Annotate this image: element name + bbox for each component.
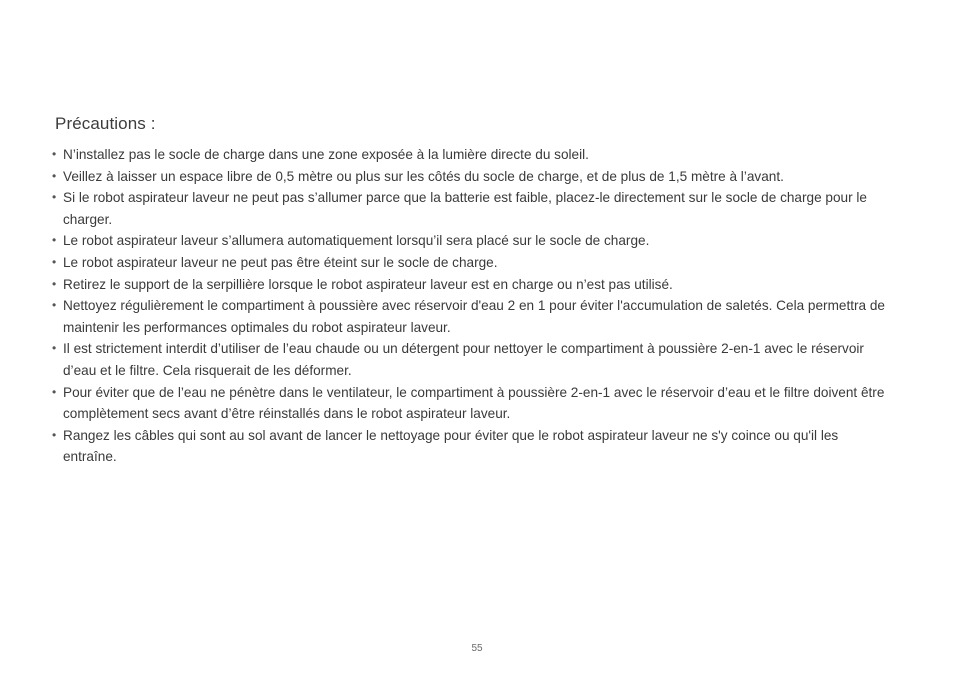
precaution-text: Il est strictement interdit d’utiliser de l’eau chaude ou un détergent pour nettoyer le compartiment à poussière 2-en-1 avec le réservoir d’eau et le filtre. Cela risquerait de les déformer.: [63, 341, 864, 378]
precaution-item: [52, 252, 894, 274]
precaution-text: Si le robot aspirateur laveur ne peut pas s’allumer parce que la batterie est faible, placez-le directement sur le socle de charge pour le charger.: [63, 190, 867, 227]
precaution-item: [52, 295, 894, 338]
bullet-icon: •: [52, 427, 57, 442]
precaution-item: [52, 274, 894, 296]
precaution-item: [52, 338, 894, 381]
precaution-item: [52, 144, 894, 166]
precaution-text: Rangez les câbles qui sont au sol avant de lancer le nettoyage pour éviter que le robot aspirateur laveur ne s'y coince ou qu'il les entraîne.: [63, 427, 839, 465]
bullet-icon: •: [52, 298, 57, 313]
bullet-icon: •: [52, 254, 57, 269]
bullet-icon: •: [52, 168, 57, 183]
precaution-text: Le robot aspirateur laveur s’allumera automatiquement lorsqu’il sera placé sur le socle de charge.: [63, 233, 650, 249]
bullet-icon: •: [52, 341, 57, 356]
page-number: 55: [471, 643, 483, 654]
bullet-icon: •: [52, 190, 57, 205]
section-title: Précautions :: [55, 114, 156, 133]
bullet-icon: •: [52, 233, 57, 248]
precaution-text: Pour éviter que de l’eau ne pénètre dans le ventilateur, le compartiment à poussière 2-en-1 avec le réservoir d’eau et le filtre doivent être complètement secs avant d’être réinstallés dans le robot aspirateur laveur.: [63, 384, 885, 422]
precaution-item: [52, 382, 894, 425]
precaution-text: Le robot aspirateur laveur ne peut pas être éteint sur le socle de charge.: [63, 254, 498, 270]
precaution-text: Retirez le support de la serpillière lorsque le robot aspirateur laveur est en charge ou n’est pas utilisé.: [63, 276, 673, 292]
bullet-icon: •: [52, 147, 57, 161]
bullet-icon: •: [52, 384, 57, 399]
precaution-item: [52, 425, 894, 468]
precautions-list: [52, 144, 894, 468]
precaution-text: Nettoyez régulièrement le compartiment à poussière avec réservoir d'eau 2 en 1 pour éviter l'accumulation de saletés. Cela permettra de maintenir les performances optimales du robot aspirateur laveur.: [63, 298, 885, 335]
bullet-icon: •: [52, 276, 57, 291]
precaution-text: Veillez à laisser un espace libre de 0,5 mètre ou plus sur les côtés du socle de charge, et de plus de 1,5 mètre à l’avant.: [63, 168, 784, 184]
precaution-item: [52, 187, 894, 230]
precaution-item: [52, 166, 894, 188]
precaution-text: N’installez pas le socle de charge dans une zone exposée à la lumière directe du soleil.: [63, 147, 589, 162]
precaution-item: [52, 230, 894, 252]
